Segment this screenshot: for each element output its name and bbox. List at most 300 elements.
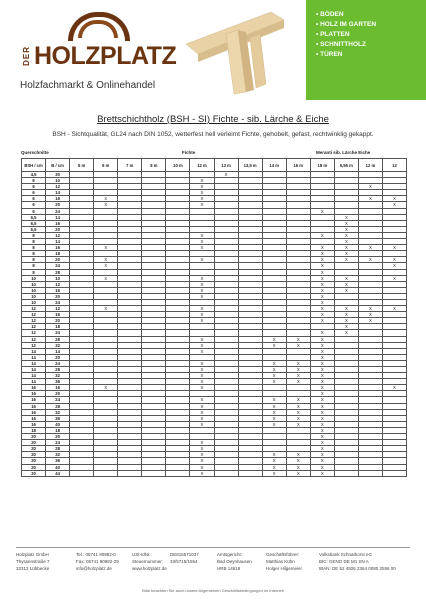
table-header-row [22,159,407,172]
dimension-cell: 40 [46,464,70,470]
dimension-cell: 28 [46,446,70,452]
availability-cell: X [334,287,358,293]
dimension-cell: 20 [22,440,46,446]
dimension-cell: 36 [46,379,70,385]
footer-text: Geschäftsführer: [266,552,300,557]
holzplatz-logo [10,8,177,93]
availability-cell: X [310,360,334,366]
label-meranti: Meranti sib. Lärche Eiche [316,150,371,155]
dimension-cell: 6 [22,178,46,184]
availability-cell: X [190,397,214,403]
dimension-cell: 28 [46,336,70,342]
logo-der-text: DER [22,46,31,66]
dimension-cell: 16 [22,415,46,421]
availability-cell: X [382,202,406,208]
column-header: 13,5 m [238,159,262,172]
availability-cell: X [334,226,358,232]
availability-cell: X [310,342,334,348]
availability-cell: X [262,373,286,379]
column-header: 6 m [94,159,118,172]
availability-cell: X [190,452,214,458]
availability-cell: X [190,348,214,354]
dimension-cell: 16 [22,403,46,409]
dimension-cell: 8 [22,232,46,238]
dimension-cell: 24 [46,397,70,403]
availability-cell: X [190,409,214,415]
footer-text: Holzplatz GmbH [16,552,49,557]
dimension-cell: 16 [22,421,46,427]
availability-cell: X [190,415,214,421]
dimension-cell: 12 [22,318,46,324]
availability-cell: X [334,257,358,263]
availability-cell: X [190,342,214,348]
dimension-cell: 14 [22,367,46,373]
footer-text: BIC: GENO DE M1 SN A [319,559,369,564]
availability-cell: X [310,330,334,336]
footer-text: HRB 14618 [217,566,241,571]
dimension-cell: 8 [22,263,46,269]
availability-cell [382,470,406,476]
dimension-cell: 24 [46,360,70,366]
dimension-cell: 20 [22,470,46,476]
dimension-cell: 20 [22,452,46,458]
footer-bank [319,551,396,572]
availability-cell: X [334,312,358,318]
footer-text: Holger Hilgemeier [266,566,303,571]
availability-cell [358,470,382,476]
availability-cell: X [286,452,310,458]
column-header: BSH / cm [22,159,46,172]
availability-cell: X [190,464,214,470]
dimension-cell: 18 [22,427,46,433]
dimension-cell: 10 [22,293,46,299]
dimension-cell: 44 [46,470,70,476]
availability-cell: X [190,440,214,446]
dimension-cell: 20 [46,226,70,232]
dimension-cell: 20 [22,464,46,470]
product-table [21,158,407,477]
column-header: 5,95 m [334,159,358,172]
dimension-cell: 16 [22,391,46,397]
dimension-cell: 12 [22,306,46,312]
availability-cell: X [334,251,358,257]
dimension-cell: 12 [46,184,70,190]
dimension-cell: 12 [46,281,70,287]
availability-cell: X [286,360,310,366]
availability-cell: X [190,470,214,476]
feature-item: • SCHNITTHOLZ [316,40,426,50]
availability-cell: X [286,336,310,342]
column-header: B / cm [46,159,70,172]
availability-cell: X [94,257,118,263]
availability-cell: X [286,470,310,476]
dimension-cell: 16 [46,287,70,293]
availability-cell: X [262,452,286,458]
availability-cell: X [190,275,214,281]
availability-cell: X [262,397,286,403]
dimension-cell: 20 [46,202,70,208]
availability-cell: X [382,275,406,281]
availability-cell: X [190,403,214,409]
availability-cell: X [262,342,286,348]
dimension-cell: 8 [22,245,46,251]
footer-link[interactable]: www.holzplatz.de [132,566,167,571]
dimension-cell: 6 [22,202,46,208]
availability-cell: X [310,464,334,470]
availability-cell: X [310,367,334,373]
availability-cell: X [310,446,334,452]
dimension-cell: 12 [22,336,46,342]
availability-cell: X [262,336,286,342]
dimension-cell: 32 [46,342,70,348]
availability-cell: X [190,281,214,287]
availability-cell: X [190,306,214,312]
column-header: 12 m [358,159,382,172]
page-title: Brettschichtholz (BSH - SI) Fichte - sib. Lärche & Eiche [97,114,329,125]
dimension-cell: 16 [46,220,70,226]
dimension-cell: 20 [22,458,46,464]
footer-divider [16,547,410,548]
dimension-cell: 16 [46,385,70,391]
availability-cell: X [214,172,238,178]
footer-text: USt-IdNr.: [132,552,152,557]
dimension-cell: 16 [22,397,46,403]
dimension-cell: 12 [46,306,70,312]
availability-cell: X [334,239,358,245]
availability-cell: X [310,336,334,342]
feature-item: • TÜREN [316,50,426,60]
availability-cell: X [94,306,118,312]
availability-cell: X [334,281,358,287]
availability-cell [166,470,190,476]
availability-cell: X [262,409,286,415]
footer-text: Steuernummer: [132,559,164,564]
availability-cell: X [310,257,334,263]
dimension-cell: 28 [46,367,70,373]
availability-cell: X [334,306,358,312]
wood-beams-image [176,4,296,96]
availability-cell: X [190,257,214,263]
availability-cell: X [286,464,310,470]
availability-cell: X [286,403,310,409]
dimension-cell: 24 [46,440,70,446]
dimension-cell: 14 [46,239,70,245]
footer-disclaimer: Bitte beachten Sie auch unsere Allgemeinen Geschäftsbedingungen im Internet! [142,588,284,593]
footer-company [16,551,50,572]
availability-cell: X [382,263,406,269]
footer-text: IBAN: DE 52 4926 2364 0080 2556 00 [319,566,396,571]
availability-cell: X [190,293,214,299]
dimension-cell: 14 [46,348,70,354]
availability-cell: X [334,245,358,251]
dimension-cell: 32 [46,452,70,458]
dimension-cell: 30 [46,172,70,178]
availability-cell: X [358,257,382,263]
column-header: 16 m [286,159,310,172]
dimension-cell: 28 [46,403,70,409]
dimension-cell: 6 [22,184,46,190]
dimension-cell: 14 [46,214,70,220]
dimension-cell: 36 [46,415,70,421]
column-header: 10 m [166,159,190,172]
dimension-cell: 16 [46,245,70,251]
dimension-cell: 14 [22,379,46,385]
availability-cell [214,470,238,476]
dimension-cell: 8 [22,239,46,245]
feature-item: • BÖDEN [316,10,426,20]
availability-cell: X [358,184,382,190]
footer-management [266,551,302,572]
footer-tax-values [170,551,199,565]
dimension-cell: 32 [46,373,70,379]
dimension-cell: 20 [46,257,70,263]
availability-cell: X [94,245,118,251]
availability-cell: X [310,440,334,446]
availability-cell: X [94,202,118,208]
availability-cell: X [262,421,286,427]
dimension-cell: 18 [46,427,70,433]
dimension-cell: 20 [22,434,46,440]
availability-cell: X [382,196,406,202]
dimension-cell: 16 [46,312,70,318]
availability-cell: X [262,470,286,476]
availability-cell: X [310,306,334,312]
footer-tax [132,551,167,572]
availability-cell: X [310,299,334,305]
availability-cell: X [190,367,214,373]
dimension-cell: 6,5 [22,220,46,226]
availability-cell: X [94,275,118,281]
availability-cell: X [358,306,382,312]
availability-cell: X [310,373,334,379]
availability-cell: X [262,367,286,373]
dimension-cell: 16 [22,409,46,415]
availability-cell: X [262,458,286,464]
availability-cell: X [310,391,334,397]
dimension-cell: 20 [22,446,46,452]
dimension-cell: 10 [22,275,46,281]
availability-cell: X [310,287,334,293]
availability-cell: X [310,379,334,385]
label-fichte: Fichte [182,150,196,155]
dimension-cell: 10 [22,281,46,287]
availability-cell: X [262,360,286,366]
footer-text: 32312 Lübbecke [16,566,50,571]
dimension-cell: 12 [22,312,46,318]
footer-text: Volksbank Schnathorst eG [319,552,373,557]
table-row [22,470,407,476]
dimension-cell: 40 [46,421,70,427]
dimension-cell: 14 [22,348,46,354]
availability-cell: X [310,293,334,299]
availability-cell: X [262,379,286,385]
footer-text: Tel.: 05741 90982-0 [76,552,116,557]
availability-cell: X [190,318,214,324]
dimension-cell: 6 [22,208,46,214]
logo-subtitle: Holzfachmarkt & Onlinehandel [20,80,156,91]
availability-cell: X [334,330,358,336]
footer-text: Fax: 05741 90982-29 [76,559,119,564]
dimension-cell: 20 [46,391,70,397]
availability-cell: X [190,287,214,293]
availability-cell: X [310,232,334,238]
availability-cell: X [190,202,214,208]
dimension-cell: 20 [46,293,70,299]
availability-cell: X [310,275,334,281]
footer-court [217,551,252,572]
availability-cell: X [358,318,382,324]
feature-item: • HOLZ IM GARTEN [316,20,426,30]
availability-cell: X [190,245,214,251]
availability-cell: X [286,373,310,379]
availability-cell: X [310,403,334,409]
availability-cell [142,470,166,476]
availability-cell: X [310,251,334,257]
dimension-cell: 24 [46,208,70,214]
availability-cell: X [310,318,334,324]
availability-cell: X [334,220,358,226]
feature-badge [306,0,426,100]
availability-cell: X [286,458,310,464]
availability-cell: X [334,214,358,220]
dimension-cell: 10 [46,178,70,184]
availability-cell: X [190,336,214,342]
footer-contact [76,551,119,572]
availability-cell: X [190,446,214,452]
availability-cell: X [94,196,118,202]
column-header: 12 [382,159,406,172]
dimension-cell: 12 [22,324,46,330]
dimension-cell: 20 [46,434,70,440]
dimension-cell: 16 [46,196,70,202]
availability-cell: X [334,318,358,324]
availability-cell [334,470,358,476]
availability-cell: X [94,263,118,269]
dimension-cell: 12 [22,330,46,336]
availability-cell: X [310,415,334,421]
dimension-cell: 10 [22,299,46,305]
availability-cell: X [310,269,334,275]
dimension-cell: 6 [22,190,46,196]
availability-cell: X [190,239,214,245]
column-header: 5 m [70,159,94,172]
availability-cell: X [262,464,286,470]
dimension-cell: 6 [22,196,46,202]
availability-cell: X [262,403,286,409]
availability-cell: X [334,275,358,281]
dimension-cell: 14 [22,360,46,366]
footer-text: Matthias Kühn [266,559,295,564]
dimension-cell: 10 [46,275,70,281]
dimension-cell: 8 [22,269,46,275]
availability-cell: X [382,385,406,391]
footer-text: 33/5715/1554 [170,559,198,564]
feature-item: • PLATTEN [316,30,426,40]
label-querschnitte: Querschnitte [21,150,49,155]
availability-cell: X [358,312,382,318]
logo-name: HOLZPLATZ [34,42,177,70]
dimension-cell: 28 [46,269,70,275]
availability-cell: X [310,281,334,287]
dimension-cell: 6,5 [22,214,46,220]
column-header: 12 m [190,159,214,172]
availability-cell: X [310,470,334,476]
availability-cell: X [190,312,214,318]
availability-cell: X [190,360,214,366]
availability-cell: X [262,415,286,421]
dimension-cell: 36 [46,458,70,464]
footer-link[interactable]: info@holzplatz.de [76,566,112,571]
availability-cell: X [382,245,406,251]
availability-cell: X [310,434,334,440]
column-header: 8 m [142,159,166,172]
availability-cell: X [358,196,382,202]
availability-cell: X [190,421,214,427]
availability-cell: X [190,196,214,202]
availability-cell: X [310,409,334,415]
availability-cell: X [190,379,214,385]
availability-cell: X [286,415,310,421]
availability-cell: X [190,184,214,190]
availability-cell: X [334,232,358,238]
footer-text: Thyssenstraße 7 [16,559,50,564]
availability-cell: X [310,354,334,360]
dimension-cell: 10 [22,287,46,293]
availability-cell: X [310,421,334,427]
column-header: 18 m [310,159,334,172]
availability-cell: X [286,342,310,348]
dimension-cell: 12 [22,342,46,348]
availability-cell [238,470,262,476]
column-header: 13 m [214,159,238,172]
dimension-cell: 12 [46,232,70,238]
availability-cell: X [94,385,118,391]
dimension-cell: 24 [46,330,70,336]
availability-cell: X [310,385,334,391]
availability-cell [70,470,94,476]
footer-text: DE815571037 [170,552,199,557]
availability-cell: X [190,232,214,238]
dimension-cell: 14 [22,373,46,379]
availability-cell: X [310,452,334,458]
dimension-cell: 32 [46,409,70,415]
availability-cell: X [310,397,334,403]
availability-cell: X [310,427,334,433]
availability-cell [118,470,142,476]
availability-cell: X [310,263,334,269]
availability-cell: X [382,257,406,263]
dimension-cell: 4,5 [22,172,46,178]
availability-cell: X [190,385,214,391]
table-body [22,172,407,477]
availability-cell: X [310,245,334,251]
dimension-cell: 24 [46,263,70,269]
dimension-cell: 8 [22,257,46,263]
availability-cell: X [310,208,334,214]
availability-cell: X [286,397,310,403]
footer-text: Amtsgericht: [217,552,243,557]
dimension-cell: 20 [46,354,70,360]
availability-cell: X [310,458,334,464]
availability-cell: X [286,367,310,373]
dimension-cell: 8 [22,251,46,257]
dimension-cell: 18 [46,251,70,257]
availability-cell: X [286,409,310,415]
availability-cell: X [190,190,214,196]
column-header: 7 m [118,159,142,172]
footer-text: Bad Oeynhausen [217,559,252,564]
availability-cell: X [358,245,382,251]
